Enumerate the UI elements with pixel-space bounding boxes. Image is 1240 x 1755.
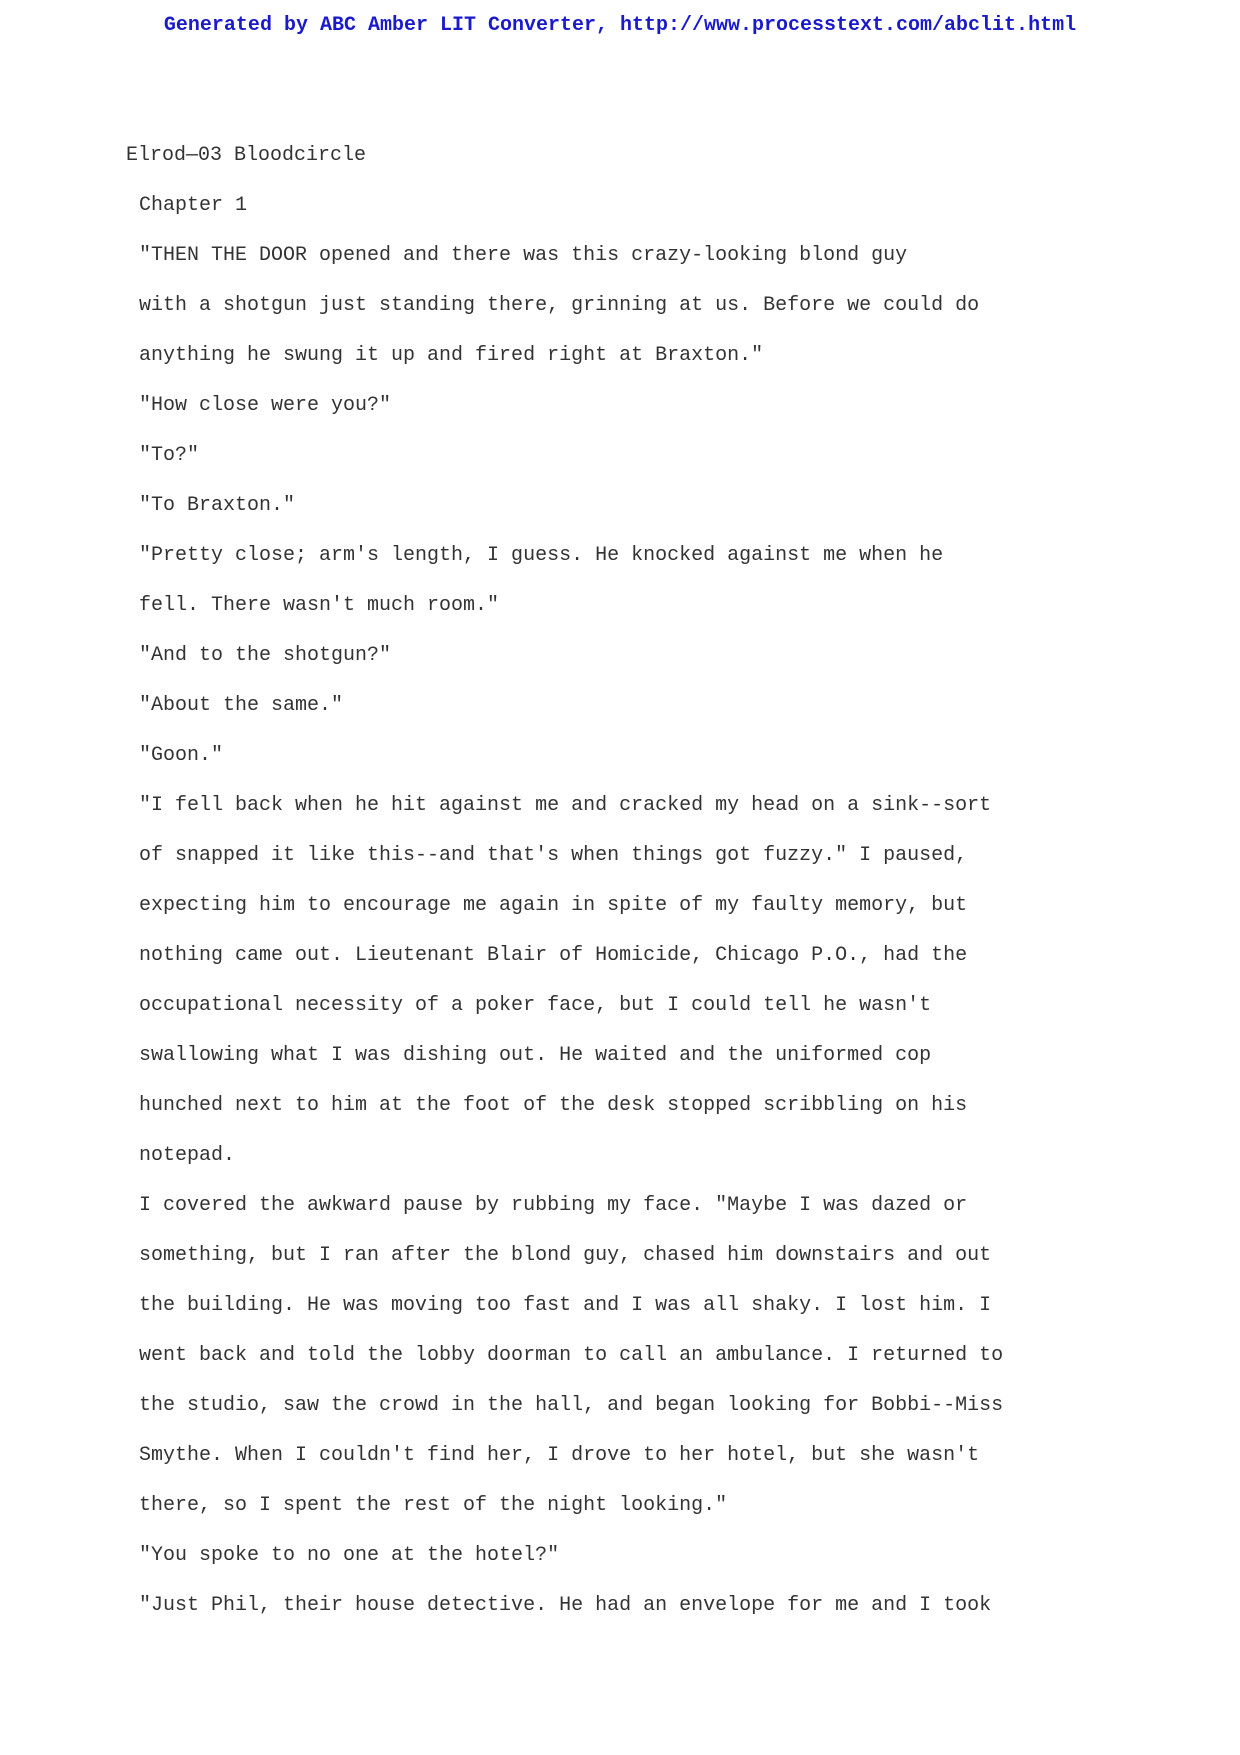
text-line: went back and told the lobby doorman to call an ambulance. I returned to — [139, 1344, 1004, 1367]
text-line: there, so I spent the rest of the night looking." — [139, 1494, 728, 1517]
text-line: hunched next to him at the foot of the desk stopped scribbling on his — [139, 1094, 968, 1117]
text-line: "You spoke to no one at the hotel?" — [139, 1544, 560, 1567]
text-line: "To?" — [139, 444, 200, 467]
text-line: of snapped it like this--and that's when things got fuzzy." I paused, — [139, 844, 968, 867]
text-line: notepad. — [139, 1144, 236, 1167]
text-line: the studio, saw the crowd in the hall, and began looking for Bobbi--Miss — [139, 1394, 1004, 1417]
text-line: the building. He was moving too fast and I was all shaky. I lost him. I — [139, 1294, 992, 1317]
text-line: nothing came out. Lieutenant Blair of Homicide, Chicago P.O., had the — [139, 944, 968, 967]
text-line: "How close were you?" — [139, 394, 392, 417]
text-line: expecting him to encourage me again in spite of my faulty memory, but — [139, 894, 968, 917]
text-line: anything he swung it up and fired right at Braxton." — [139, 344, 764, 367]
text-line: I covered the awkward pause by rubbing my face. "Maybe I was dazed or — [139, 1194, 968, 1217]
text-line: "To Braxton." — [139, 494, 296, 517]
text-line: something, but I ran after the blond guy, chased him downstairs and out — [139, 1244, 992, 1267]
text-line: "Goon." — [139, 744, 224, 767]
converter-banner: Generated by ABC Amber LIT Converter, http://www.processtext.com/abclit.html — [163, 14, 1077, 37]
book-title: Elrod—03 Bloodcircle — [126, 144, 367, 167]
text-line: with a shotgun just standing there, grinning at us. Before we could do — [139, 294, 980, 317]
text-line: Smythe. When I couldn't find her, I drove to her hotel, but she wasn't — [139, 1444, 980, 1467]
chapter-heading: Chapter 1 — [139, 194, 248, 217]
text-line: "THEN THE DOOR opened and there was this crazy-looking blond guy — [139, 244, 908, 267]
text-line: swallowing what I was dishing out. He waited and the uniformed cop — [139, 1044, 932, 1067]
text-line: fell. There wasn't much room." — [139, 594, 500, 617]
text-line: "And to the shotgun?" — [139, 644, 392, 667]
text-line: "About the same." — [139, 694, 344, 717]
text-line: "I fell back when he hit against me and cracked my head on a sink--sort — [139, 794, 992, 817]
text-line: "Just Phil, their house detective. He had an envelope for me and I took — [139, 1594, 992, 1617]
document-body — [139, 190, 1199, 1640]
text-line: occupational necessity of a poker face, but I could tell he wasn't — [139, 994, 932, 1017]
text-line: "Pretty close; arm's length, I guess. He knocked against me when he — [139, 544, 944, 567]
